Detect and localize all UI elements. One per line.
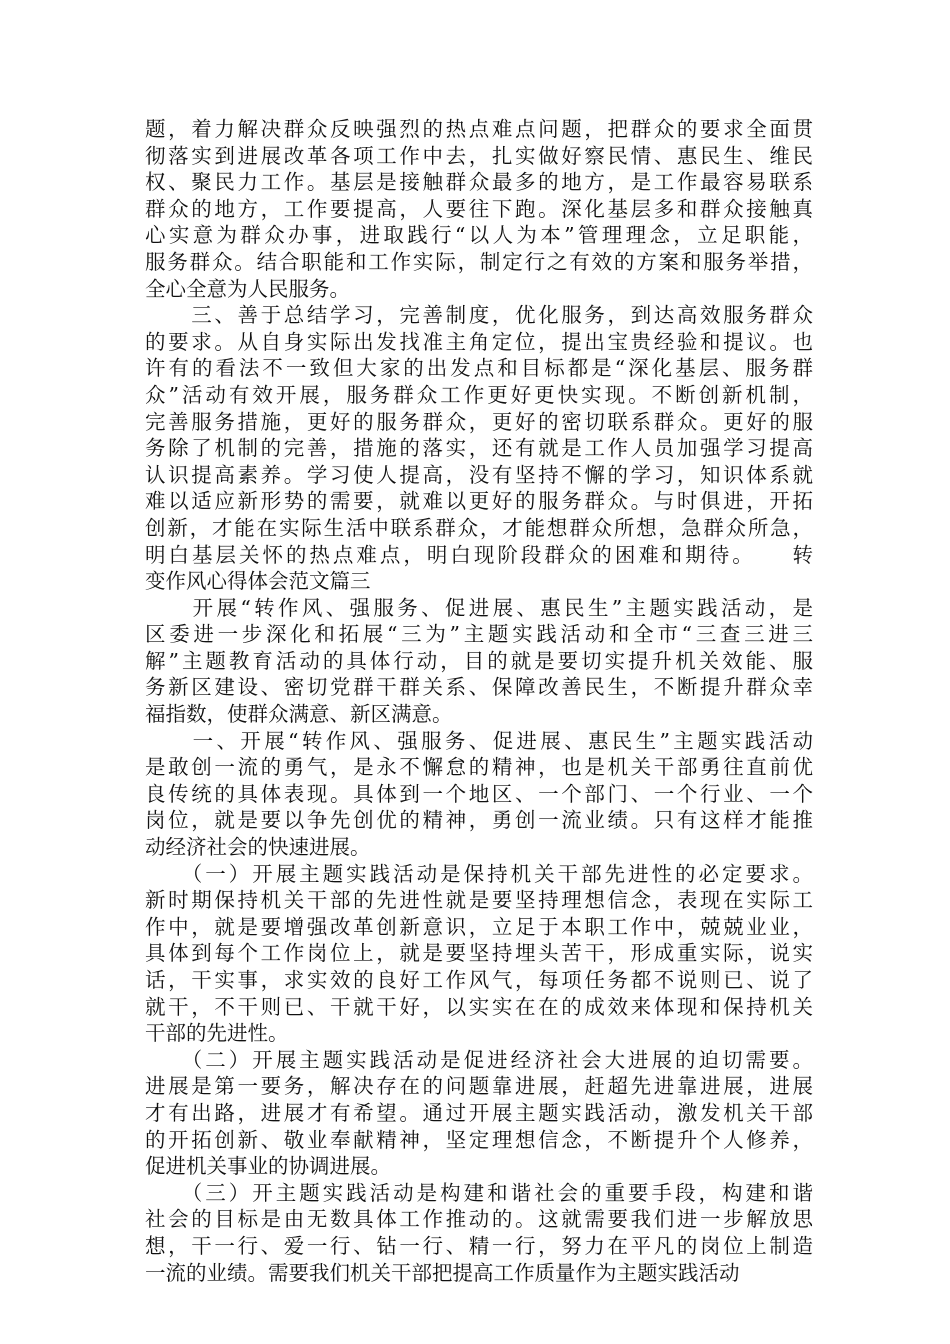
text-line: 才有出路，进展才有希望。通过开展主题实践活动，激发机关干部	[145, 1100, 813, 1125]
text-line: 彻落实到进展改革各项工作中去，扎实做好察民情、惠民生、维民	[145, 143, 813, 168]
text-line: 服务群众。结合职能和工作实际，制定行之有效的方案和服务举措，	[145, 249, 813, 274]
text-line: 干部的先进性。	[145, 1021, 289, 1046]
text-line: 解”主题教育活动的具体行动，目的就是要切实提升机关效能、服	[145, 648, 813, 673]
text-line: 区委进一步深化和拓展“三为”主题实践活动和全市“三查三进三	[145, 622, 813, 647]
text-line: 心实意为群众办事，进取践行“以人为本”管理理念，立足职能，	[145, 223, 813, 248]
text-line: 福指数，使群众满意、新区满意。	[145, 702, 453, 727]
text-line: 新时期保持机关干部的先进性就是要坚持理想信念，表现在实际工	[145, 888, 813, 913]
text-line: 是敢创一流的勇气，是永不懈怠的精神，也是机关干部勇往直前优	[145, 755, 813, 780]
paragraph	[145, 1180, 813, 1286]
text-line: 一流的业绩。需要我们机关干部把提高工作质量作为主题实践活动	[145, 1260, 740, 1285]
paragraph	[145, 861, 813, 1047]
text-line: 务除了机制的完善，措施的落实，还有就是工作人员加强学习提高	[145, 436, 813, 461]
text-line: 许有的看法不一致但大家的出发点和目标都是“深化基层、服务群	[145, 356, 813, 381]
text-line: 全心全意为人民服务。	[145, 276, 350, 301]
text-line: 创新，才能在实际生活中联系群众，才能想群众所想，急群众所急，	[145, 515, 813, 540]
text-line: 作中，就是要增强改革创新意识，立足于本职工作中，兢兢业业，	[145, 914, 813, 939]
text-line: 众”活动有效开展，服务群众工作更好更快实现。不断创新机制，	[145, 382, 813, 407]
text-line: 权、聚民力工作。基层是接触群众最多的地方，是工作最容易联系	[145, 170, 813, 195]
text-line: 题，着力解决群众反映强烈的热点难点问题，把群众的要求全面贯	[145, 117, 813, 141]
paragraph	[145, 116, 813, 302]
text-line: 群众的地方，工作要提高，人要往下跑。深化基层多和群众接触真	[145, 196, 813, 221]
paragraph	[145, 595, 813, 728]
text-line: 变作风心得体会范文篇三	[145, 569, 371, 594]
text-line: 促进机关事业的协调进展。	[145, 1154, 391, 1179]
text-line: 开展“转作风、强服务、促进展、惠民生”主题实践活动，是	[145, 595, 813, 620]
text-line: 进展是第一要务，解决存在的问题靠进展，赶超先进靠进展，进展	[145, 1074, 813, 1099]
text-line: 的开拓创新、敬业奉献精神，坚定理想信念，不断提升个人修养，	[145, 1127, 813, 1152]
text-line: （一）开展主题实践活动是保持机关干部先进性的必定要求。	[145, 861, 813, 886]
text-line: 的要求。从自身实际出发找准主角定位，提出宝贵经验和提议。也	[145, 329, 813, 354]
text-line: 岗位，就是要以争先创优的精神，勇创一流业绩。只有这样才能推	[145, 808, 813, 833]
text-line: 良传统的具体表现。具体到一个地区、一个部门、一个行业、一个	[145, 781, 813, 806]
paragraph	[145, 1047, 813, 1180]
text-line: 想，干一行、爱一行、钻一行、精一行，努力在平凡的岗位上制造	[145, 1233, 813, 1258]
text-line: 社会的目标是由无数具体工作推动的。这就需要我们进一步解放思	[145, 1207, 813, 1232]
text-line: （三）开主题实践活动是构建和谐社会的重要手段，构建和谐	[145, 1180, 813, 1205]
paragraph	[145, 728, 813, 861]
text-line: 务新区建设、密切党群干群关系、保障改善民生，不断提升群众幸	[145, 675, 813, 700]
text-line: 话，干实事，求实效的良好工作风气，每项任务都不说则已、说了	[145, 968, 813, 992]
paragraph	[145, 302, 813, 595]
document-page	[145, 116, 813, 1286]
text-line: 三、善于总结学习，完善制度，优化服务，到达高效服务群众	[145, 303, 813, 328]
text-line: 明白基层关怀的热点难点，明白现阶段群众的困难和期待。 转	[145, 542, 813, 567]
text-line: （二）开展主题实践活动是促进经济社会大进展的迫切需要。	[145, 1047, 813, 1072]
text-line: 一、开展“转作风、强服务、促进展、惠民生”主题实践活动	[145, 728, 813, 753]
text-line: 就干，不干则已、干就干好，以实实在在的成效来体现和保持机关	[145, 994, 813, 1019]
text-line: 具体到每个工作岗位上，就是要坚持埋头苦干，形成重实际，说实	[145, 941, 813, 966]
text-line: 动经济社会的快速进展。	[145, 835, 371, 860]
text-line: 难以适应新形势的需要，就难以更好的服务群众。与时俱进，开拓	[145, 489, 813, 514]
text-line: 认识提高素养。学习使人提高，没有坚持不懈的学习，知识体系就	[145, 462, 813, 487]
text-line: 完善服务措施，更好的服务群众，更好的密切联系群众。更好的服	[145, 409, 813, 434]
